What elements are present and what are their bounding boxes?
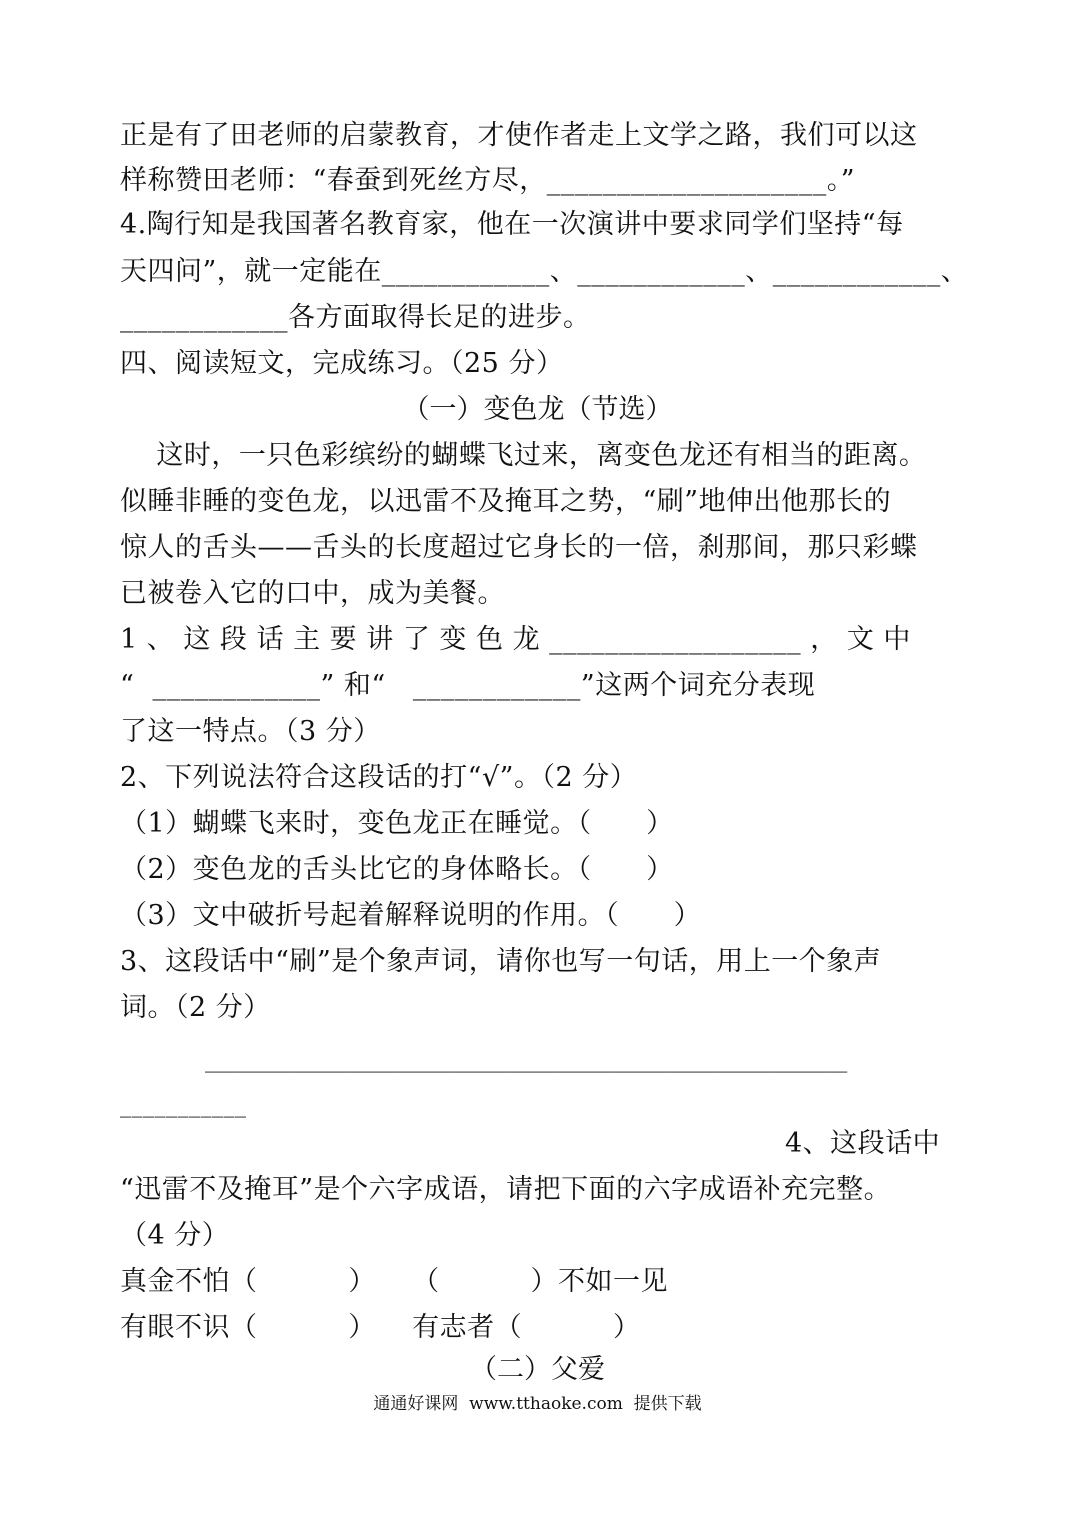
text-line: 词。（2 分） (120, 992, 271, 1023)
question-4: 4、这段话中 (785, 1128, 941, 1159)
text-line: 正是有了田老师的启蒙教育，才使作者走上文学之路，我们可以这 (120, 120, 918, 151)
option-line: （2）变色龙的舌头比它的身体略长。（ ） (120, 854, 674, 885)
text-line: （4 分） (120, 1220, 230, 1251)
text-line: ____________各方面取得长足的进步。 (120, 302, 591, 333)
text-line: 了这一特点。（3 分） (120, 716, 381, 747)
question-1: 1 、 这 段 话 主 要 讲 了 变 色 龙 __________________ ， 文 中 (120, 624, 911, 655)
question-2: 2、下列说法符合这段话的打“√”。（2 分） (120, 762, 638, 793)
answer-line: ____________________________________________________________ (205, 1048, 848, 1073)
option-line: （1）蝴蝶飞来时，变色龙正在睡觉。（ ） (120, 808, 674, 839)
text-line: 天四问”，就一定能在____________、____________、____________、 (120, 256, 969, 287)
idiom-line: 有眼不识（ ） 有志者（ ） (120, 1312, 641, 1343)
text-line: “ ____________” 和“ ____________”这两个词充分表现 (120, 670, 816, 701)
option-line: （3）文中破折号起着解释说明的作用。（ ） (120, 900, 702, 931)
passage-line: 这时，一只色彩缤纷的蝴蝶飞过来，离变色龙还有相当的距离。 (120, 440, 927, 471)
passage-title: （一）变色龙（节选） (402, 394, 673, 425)
passage-line: 惊人的舌头——舌头的长度超过它身长的一倍，刹那间，那只彩蝶 (120, 532, 918, 563)
text-line: 样称赞田老师：“春蚕到死丝方尽，____________________。” (120, 165, 856, 196)
passage-line: 已被卷入它的口中，成为美餐。 (120, 578, 505, 609)
footer-text: 通通好课网 www.tthaoke.com 提供下载 (373, 1394, 702, 1414)
answer-line: ___________ (120, 1093, 247, 1118)
passage-title: （二）父爱 (470, 1354, 605, 1385)
question-4-stem: 4.陶行知是我国著名教育家，他在一次演讲中要求同学们坚持“每 (120, 209, 904, 240)
passage-line: 似睡非睡的变色龙，以迅雷不及掩耳之势，“刷”地伸出他那长的 (120, 486, 892, 517)
text-line: “迅雷不及掩耳”是个六字成语，请把下面的六字成语补充完整。 (120, 1174, 892, 1205)
section-heading: 四、阅读短文，完成练习。（25 分） (120, 348, 564, 379)
idiom-line: 真金不怕（ ） （ ）不如一见 (120, 1266, 668, 1297)
question-3: 3、这段话中“刷”是个象声词，请你也写一句话，用上一个象声 (120, 946, 882, 977)
